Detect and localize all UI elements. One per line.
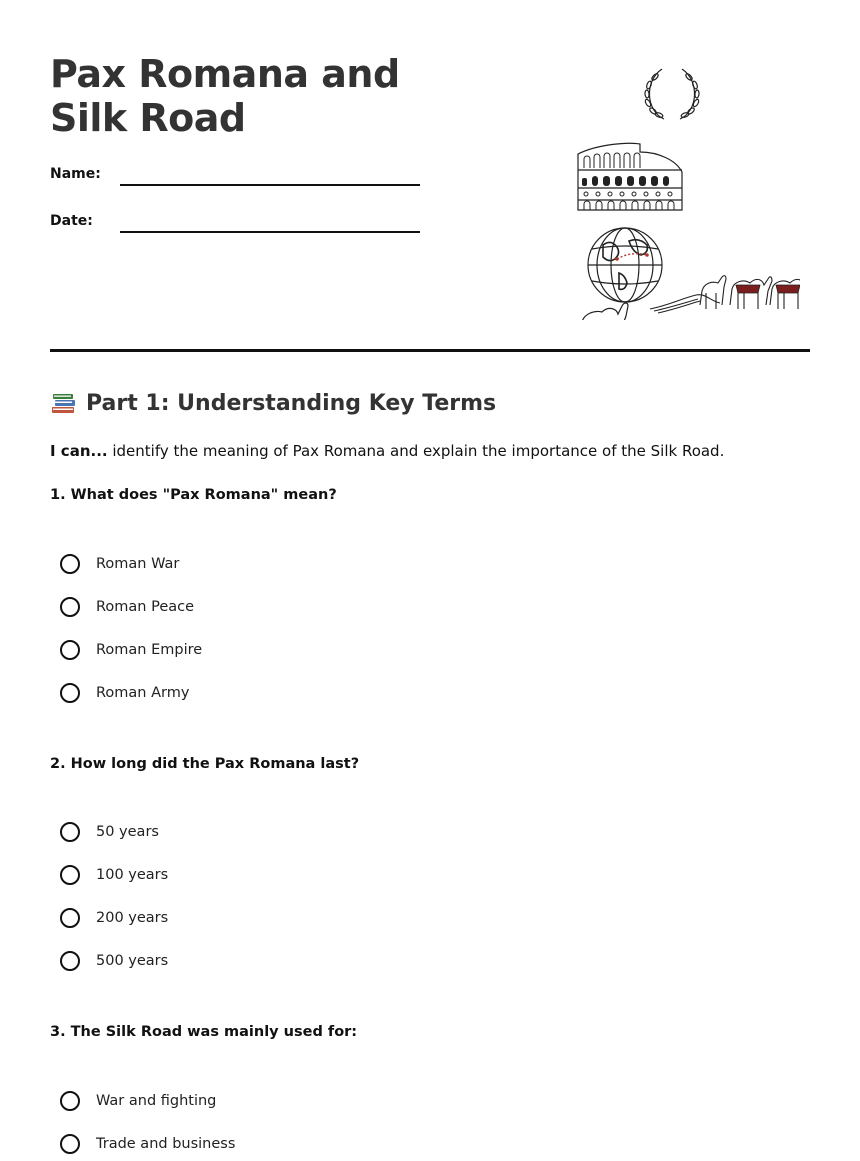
radio-button[interactable] xyxy=(60,554,80,574)
name-field xyxy=(50,166,430,190)
q2-option-1[interactable] xyxy=(60,819,159,845)
q2-option-4[interactable] xyxy=(60,948,168,974)
radio-button[interactable] xyxy=(60,640,80,660)
q1-option-3[interactable] xyxy=(60,637,202,663)
option-label: 50 years xyxy=(96,824,159,840)
q1-option-1[interactable] xyxy=(60,551,179,577)
section-heading-part-1 xyxy=(50,388,496,420)
option-label: Roman War xyxy=(96,556,180,572)
globe-icon xyxy=(588,228,662,302)
q2-option-2[interactable] xyxy=(60,862,168,888)
camel-icon xyxy=(580,303,628,320)
option-label: Roman Peace xyxy=(96,599,195,615)
books-icon xyxy=(50,390,78,418)
q3-option-2[interactable] xyxy=(60,1131,235,1157)
header-divider xyxy=(50,349,810,352)
date-input-line[interactable] xyxy=(120,231,420,233)
radio-button[interactable] xyxy=(60,908,80,928)
name-input-line[interactable] xyxy=(120,184,420,186)
question-3: 3. The Silk Road was mainly used for: xyxy=(50,1024,358,1040)
option-label: Roman Empire xyxy=(96,642,203,658)
name-label: Name: xyxy=(50,166,101,182)
option-label: 500 years xyxy=(96,953,169,969)
q3-option-1[interactable] xyxy=(60,1088,216,1114)
q1-option-2[interactable] xyxy=(60,594,194,620)
radio-button[interactable] xyxy=(60,597,80,617)
option-label: 200 years xyxy=(96,910,169,926)
question-1: 1. What does "Pax Romana" mean? xyxy=(50,487,337,503)
option-label: Roman Army xyxy=(96,685,190,701)
radio-button[interactable] xyxy=(60,1091,80,1111)
learning-objective-lead: I can... xyxy=(50,442,108,460)
option-label: War and fighting xyxy=(96,1093,217,1109)
colosseum-icon xyxy=(578,143,682,210)
question-2: 2. How long did the Pax Romana last? xyxy=(50,756,360,772)
date-label: Date: xyxy=(50,213,93,229)
page-title: Pax Romana and Silk Road xyxy=(50,52,400,140)
radio-button[interactable] xyxy=(60,683,80,703)
radio-button[interactable] xyxy=(60,951,80,971)
radio-button[interactable] xyxy=(60,822,80,842)
laurel-wreath-icon xyxy=(644,69,699,119)
radio-button[interactable] xyxy=(60,865,80,885)
q2-option-3[interactable] xyxy=(60,905,168,931)
header-illustration xyxy=(570,60,800,320)
option-label: Trade and business xyxy=(96,1136,236,1152)
camel-caravan-icon xyxy=(650,276,800,313)
radio-button[interactable] xyxy=(60,1134,80,1154)
section-heading-text: Part 1: Understanding Key Terms xyxy=(86,391,497,416)
learning-objective xyxy=(50,440,724,462)
date-field xyxy=(50,213,430,237)
q1-option-4[interactable] xyxy=(60,680,189,706)
option-label: 100 years xyxy=(96,867,169,883)
learning-objective-text: identify the meaning of Pax Romana and explain the importance of the Silk Road. xyxy=(107,442,725,460)
